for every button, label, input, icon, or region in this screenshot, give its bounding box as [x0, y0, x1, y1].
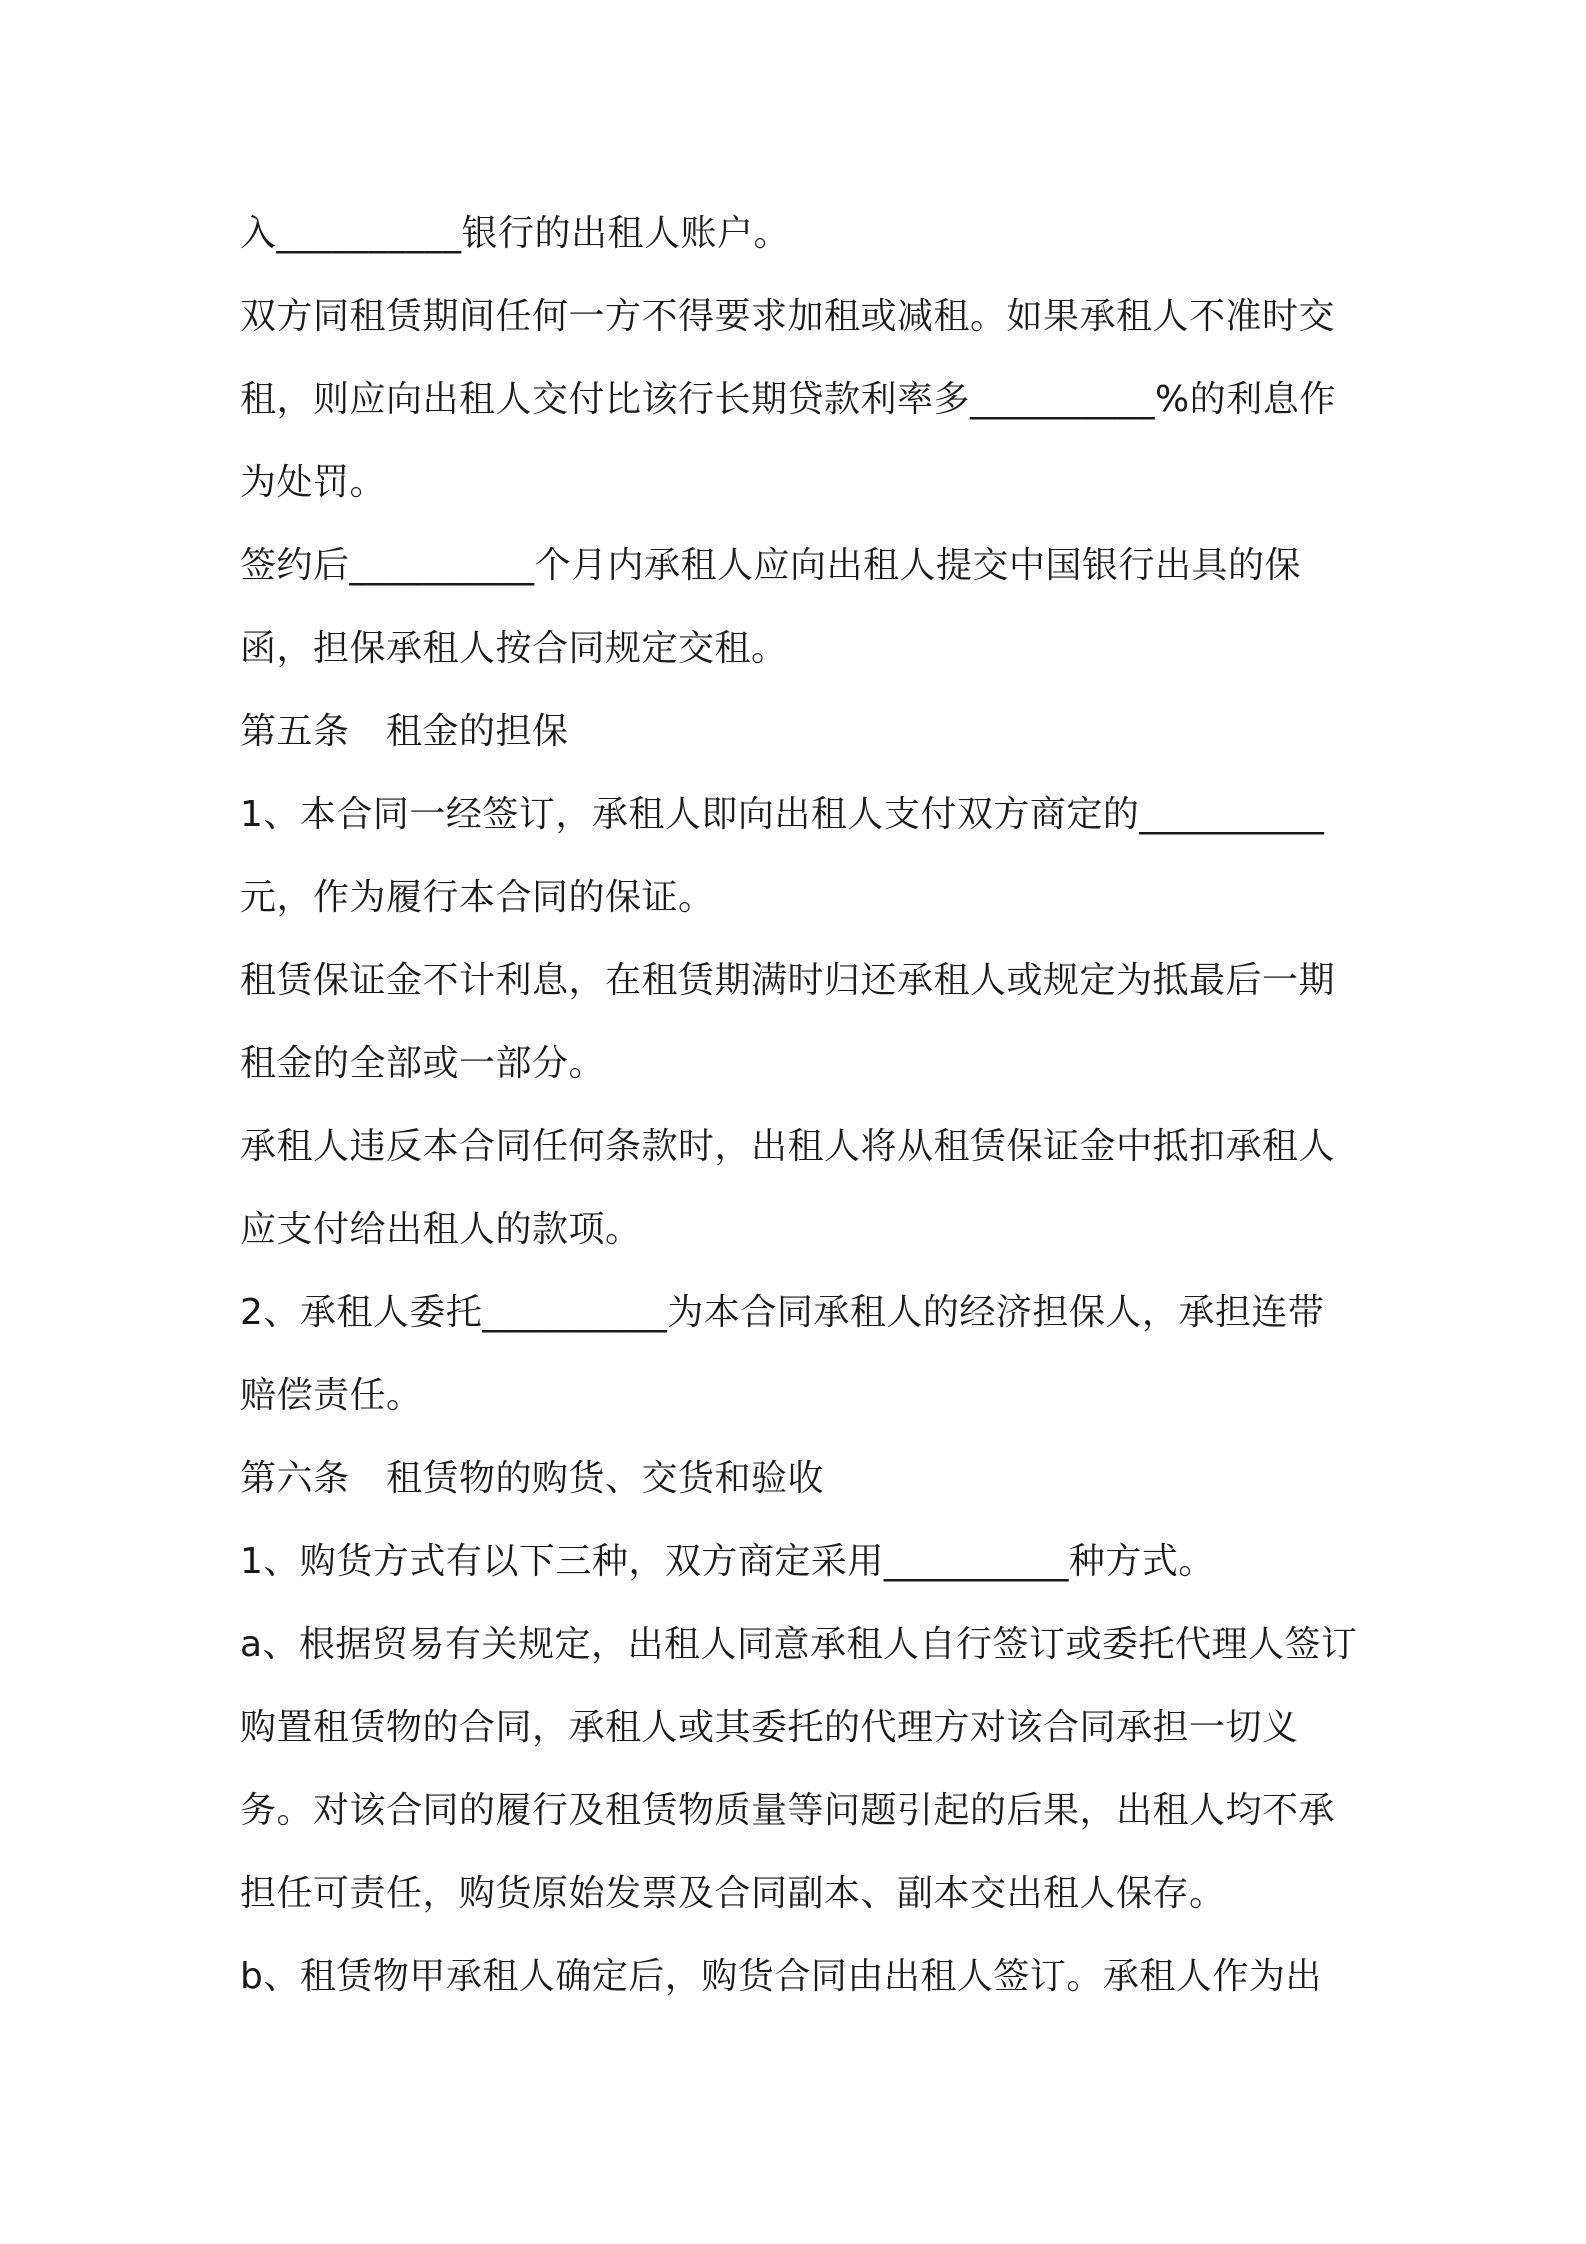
paragraph-method-a: a、根据贸易有关规定，出租人同意承租人自行签订或委托代理人签订购置租赁物的合同，承租人或其委托的代理方对该合同承担一切义务。对该合同的履行及租赁物质量等问题引起的后果，出租人均不承担任可责任，购货原始发票及合同副本、副本交出租人保存。 — [240, 1624, 1358, 1914]
article-6-heading: 第六条 租赁物的购货、交货和验收 — [240, 1458, 825, 1499]
paragraph-rent-penalty: 双方同租赁期间任何一方不得要求加租或减租。如果承租人不准时交租，则应向出租人交付比该行长期贷款利率多__________%的利息作为处罚。 — [240, 296, 1336, 503]
article-5-heading: 第五条 租金的担保 — [240, 711, 569, 752]
paragraph-guarantee-letter: 签约后__________个月内承租人应向出租人提交中国银行出具的保函，担保承租人按合同规定交租。 — [240, 545, 1302, 669]
paragraph-purchase-methods: 1、购货方式有以下三种，双方商定采用__________种方式。 — [240, 1541, 1215, 1582]
paragraph-deposit-interest: 租赁保证金不计利息，在租赁期满时归还承租人或规定为抵最后一期租金的全部或一部分。 — [240, 960, 1336, 1084]
paragraph-deposit: 1、本合同一经签订，承租人即向出租人支付双方商定的__________元，作为履行本合同的保证。 — [240, 794, 1325, 918]
paragraph-bank-account: 入__________银行的出租人账户。 — [240, 213, 791, 254]
document-body — [240, 192, 1360, 2018]
paragraph-economic-guarantor: 2、承租人委托__________为本合同承租人的经济担保人，承担连带赔偿责任。 — [240, 1292, 1325, 1416]
paragraph-deposit-deduction: 承租人违反本合同任何条款时，出租人将从租赁保证金中抵扣承租人应支付给出租人的款项。 — [240, 1126, 1336, 1250]
paragraph-method-b: b、租赁物甲承租人确定后，购货合同由出租人签订。承租人作为出 — [240, 1956, 1322, 1997]
